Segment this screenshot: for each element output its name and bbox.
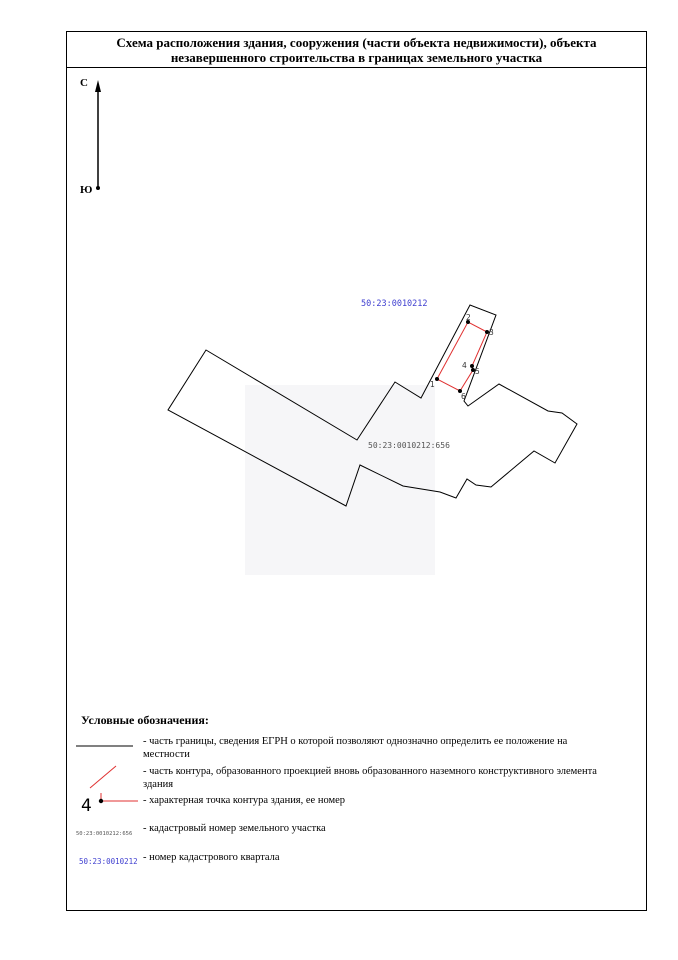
block-number-label: 50:23:0010212: [361, 299, 428, 309]
legend-item-block: - номер кадастрового квартала: [143, 852, 280, 863]
legend-item-contour: - часть контура, образованного проекцией вновь образованного наземного конструктивного элемента здания: [143, 766, 597, 790]
point-label-6: 6: [461, 392, 466, 401]
north-label: С: [80, 77, 88, 89]
legend-title: Условные обозначения:: [81, 713, 209, 727]
legend-cadastral-sample: 50:23:0010212:656: [76, 831, 133, 837]
point-label-2: 2: [466, 313, 471, 322]
building-contour: [437, 322, 487, 391]
contour-point-1: [435, 377, 439, 381]
parcel-number-label: 50:23:0010212:656: [368, 441, 450, 450]
legend-item-cadastral: - кадастровый номер земельного участка: [143, 823, 326, 834]
contour-point-4: [470, 364, 474, 368]
legend-point-symbol: [99, 793, 138, 803]
legend-point-number-sample: 4: [81, 796, 92, 816]
legend-block-sample: 50:23:0010212: [79, 857, 138, 866]
point-label-5: 5: [475, 367, 480, 376]
point-label-3: 3: [489, 328, 494, 337]
legend-item-point: - характерная точка контура здания, ее номер: [143, 795, 346, 806]
south-label: Ю: [80, 184, 93, 196]
title-line-2: незавершенного строительства в границах земельного участка: [170, 50, 543, 65]
point-label-1: 1: [430, 380, 435, 389]
legend-red-line-symbol: [90, 766, 116, 788]
legend-item-boundary: - часть границы, сведения ЕГРН о которой позволяют однозначно определить ее положение на местности: [143, 736, 568, 760]
point-label-4: 4: [462, 361, 467, 370]
title-line-1: Схема расположения здания, сооружения (части объекта недвижимости), объекта: [116, 35, 597, 50]
north-arrow-icon: [95, 80, 101, 190]
watermark-area: [245, 385, 435, 575]
